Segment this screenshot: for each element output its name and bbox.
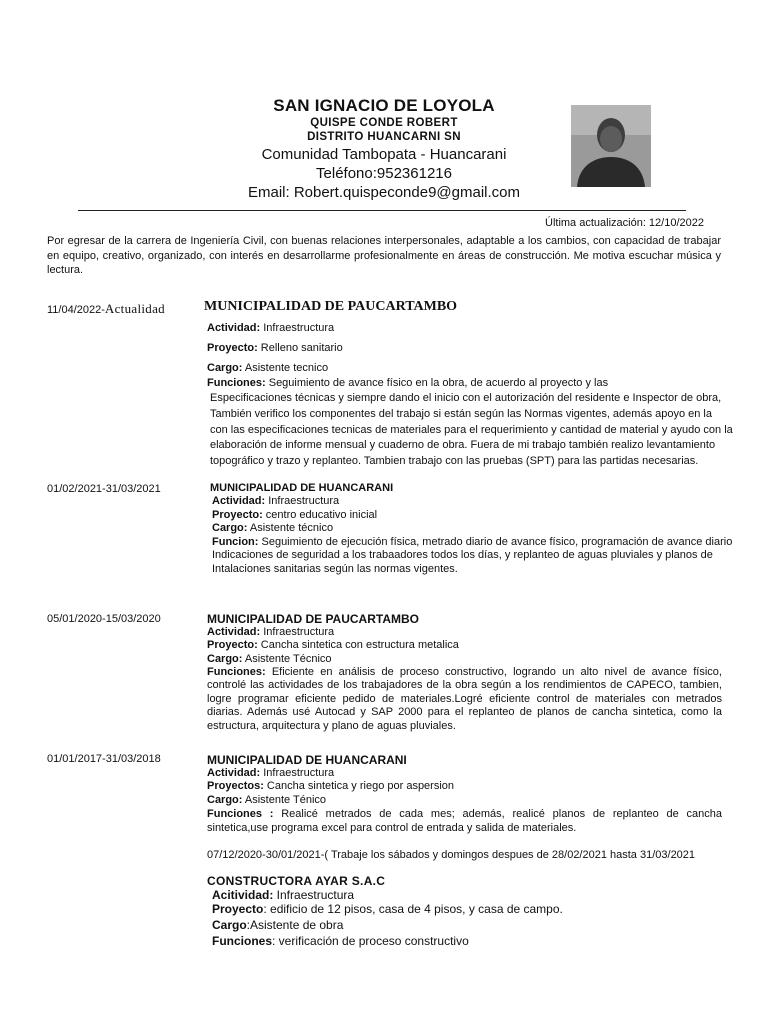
activity-value: Infraestructura — [260, 767, 335, 779]
job-date-note: 07/12/2020-30/01/2021-( Trabaje los sábados y domingos despues de 28/02/2021 hasta 31/03/2021 — [207, 849, 696, 861]
role-value: :Asistente de obra — [246, 918, 344, 932]
job-date-start: 11/04/2022- — [47, 304, 105, 316]
project-label: Proyecto: — [207, 639, 258, 651]
role-value: Asistente técnico — [247, 522, 334, 534]
job-role — [207, 653, 332, 665]
person-silhouette-icon — [571, 105, 651, 187]
activity-label: Actividad: — [207, 626, 261, 638]
project-value: Cancha sintetica y riego por aspersion — [263, 780, 455, 792]
project-label: Proyecto — [212, 902, 264, 916]
job-activity — [212, 888, 354, 902]
job-project — [207, 342, 343, 354]
role-label: Cargo — [212, 918, 247, 932]
project-value: : edificio de 12 pisos, casa de 4 pisos, y casa de campo. — [263, 902, 563, 916]
job-project — [212, 902, 563, 916]
role-label: Cargo: — [207, 794, 243, 806]
functions-line: elaboración de informe mensual y cuaderno de obra. Fuera de mi trabajo también realizo levantamiento — [210, 439, 716, 451]
candidate-community: Comunidad Tambopata - Huancarani — [261, 146, 507, 163]
job-role — [212, 918, 343, 932]
job-date — [47, 301, 165, 317]
functions-line: También verifico los componentes del trabajo si están según las Normas vigentes, además apoyo en la — [210, 408, 712, 420]
activity-value: Infraestructura — [260, 626, 335, 638]
job-employer: MUNICIPALIDAD DE HUANCARANI — [207, 753, 407, 767]
role-label: Cargo: — [207, 362, 243, 374]
job-role — [207, 362, 328, 374]
candidate-name: QUISPE CONDE ROBERT — [310, 117, 458, 129]
header-divider — [78, 210, 686, 211]
functions-line: Especificaciones técnicas y siempre dando el inicio con el autorización del residente e Inspector de obra, — [210, 392, 722, 404]
functions-line: Seguimiento de avance físico en la obra, de acuerdo al proyecto y las — [265, 377, 609, 389]
project-value: Cancha sintetica con estructura metalica — [257, 639, 459, 651]
project-value: centro educativo inicial — [262, 509, 378, 521]
functions-label: Funciones: — [207, 377, 266, 389]
functions-line: Intalaciones sanitarias según las normas vigentes. — [212, 563, 458, 575]
functions-line: Seguimiento de ejecución física, metrado diario de avance físico, programación de avance diario — [258, 536, 733, 548]
activity-value: Infraestructura — [260, 322, 335, 334]
job-role — [207, 794, 326, 806]
role-label: Cargo: — [207, 653, 243, 665]
job-employer: CONSTRUCTORA AYAR S.A.C — [207, 874, 386, 888]
functions-text: Realicé metrados de cada mes; además, realicé planos de replanteo de cancha sintetica,use programa excel para control de entrada y salida de materiales. — [207, 808, 722, 834]
activity-label: Acitividad: — [212, 888, 274, 902]
job-activity — [207, 626, 334, 638]
job-employer: MUNICIPALIDAD DE PAUCARTAMBO — [207, 612, 419, 626]
activity-label: Actividad: — [207, 767, 261, 779]
role-value: Asistente Técnico — [242, 653, 332, 665]
activity-label: Actividad: — [207, 322, 261, 334]
functions-text: Eficiente en análisis de proceso constructivo, logrando un alto nivel de avance físico, controlé las actividades de los trabajadores de la obra según a los rendimientos de CAPECO, tambien, logre programar eficiente pedido de materiales.Logré eficiente control de materiales con metrados diarias. Además usé Autocad y SAP 2000 para el replanteo de planos de cancha sintetica, como la estructura, arquitectura y plano de aguas pluviales. — [207, 666, 722, 732]
project-label: Proyecto: — [207, 342, 258, 354]
activity-value: Infraestructura — [265, 495, 340, 507]
profile-summary: Por egresar de la carrera de Ingeniería Civil, con buenas relaciones interpersonales, adaptable a los cambios, con capacidad de trabajar en equipo, creativo, organizado, con interés en desarrollarme profesionalmente en áreas de construcción. Me motiva escuchar música y lectura. — [47, 235, 721, 276]
job-functions — [212, 934, 469, 948]
job-employer: MUNICIPALIDAD DE HUANCARANI — [210, 482, 394, 494]
job-functions — [207, 377, 608, 389]
functions-line: con las especificaciones tecnicas de materiales para el requerimiento y cantidad de material y ayudo con la — [210, 424, 733, 436]
job-activity — [207, 767, 334, 779]
project-value: Relleno sanitario — [257, 342, 343, 354]
role-label: Cargo: — [212, 522, 248, 534]
job-date: 01/02/2021-31/03/2021 — [47, 483, 161, 495]
functions-line: Indicaciones de seguridad a los trabaadores todos los días, y replanteo de aguas pluviales y planos de — [212, 549, 713, 561]
functions-label: Funcion: — [212, 536, 259, 548]
activity-label: Actividad: — [212, 495, 266, 507]
job-functions — [212, 536, 732, 548]
role-value: Asistente Ténico — [242, 794, 327, 806]
last-updated: Última actualización: 12/10/2022 — [545, 217, 704, 229]
job-date: 05/01/2020-15/03/2020 — [47, 613, 161, 625]
candidate-email: Email: Robert.quispeconde9@gmail.com — [247, 184, 521, 201]
job-functions — [207, 666, 722, 733]
job-activity — [207, 322, 334, 334]
project-label: Proyectos: — [207, 780, 264, 792]
activity-value: Infraestructura — [273, 888, 355, 902]
job-employer: MUNICIPALIDAD DE PAUCARTAMBO — [204, 299, 458, 314]
job-role — [212, 522, 333, 534]
functions-label: Funciones : — [207, 808, 274, 820]
job-date: 01/01/2017-31/03/2018 — [47, 753, 161, 765]
role-value: Asistente tecnico — [242, 362, 329, 374]
functions-label: Funciones — [212, 934, 273, 948]
candidate-district: DISTRITO HUANCARNI SN — [307, 131, 461, 143]
job-project — [207, 780, 454, 792]
functions-label: Funciones: — [207, 666, 266, 678]
project-label: Proyecto: — [212, 509, 263, 521]
job-activity — [212, 495, 339, 507]
job-project — [212, 509, 377, 521]
candidate-phone: Teléfono:952361216 — [316, 165, 452, 182]
job-project — [207, 639, 459, 651]
job-date-end: Actualidad — [104, 301, 165, 316]
profile-photo — [571, 105, 651, 187]
functions-line: topográfico y trazo y replanteo. Tambien trabajo con las pruebas (SPT) para las partidas necesarias. — [210, 455, 699, 467]
job-functions — [207, 808, 722, 835]
resume-title: SAN IGNACIO DE LOYOLA — [273, 96, 495, 115]
functions-value: : verificación de proceso constructivo — [272, 934, 469, 948]
